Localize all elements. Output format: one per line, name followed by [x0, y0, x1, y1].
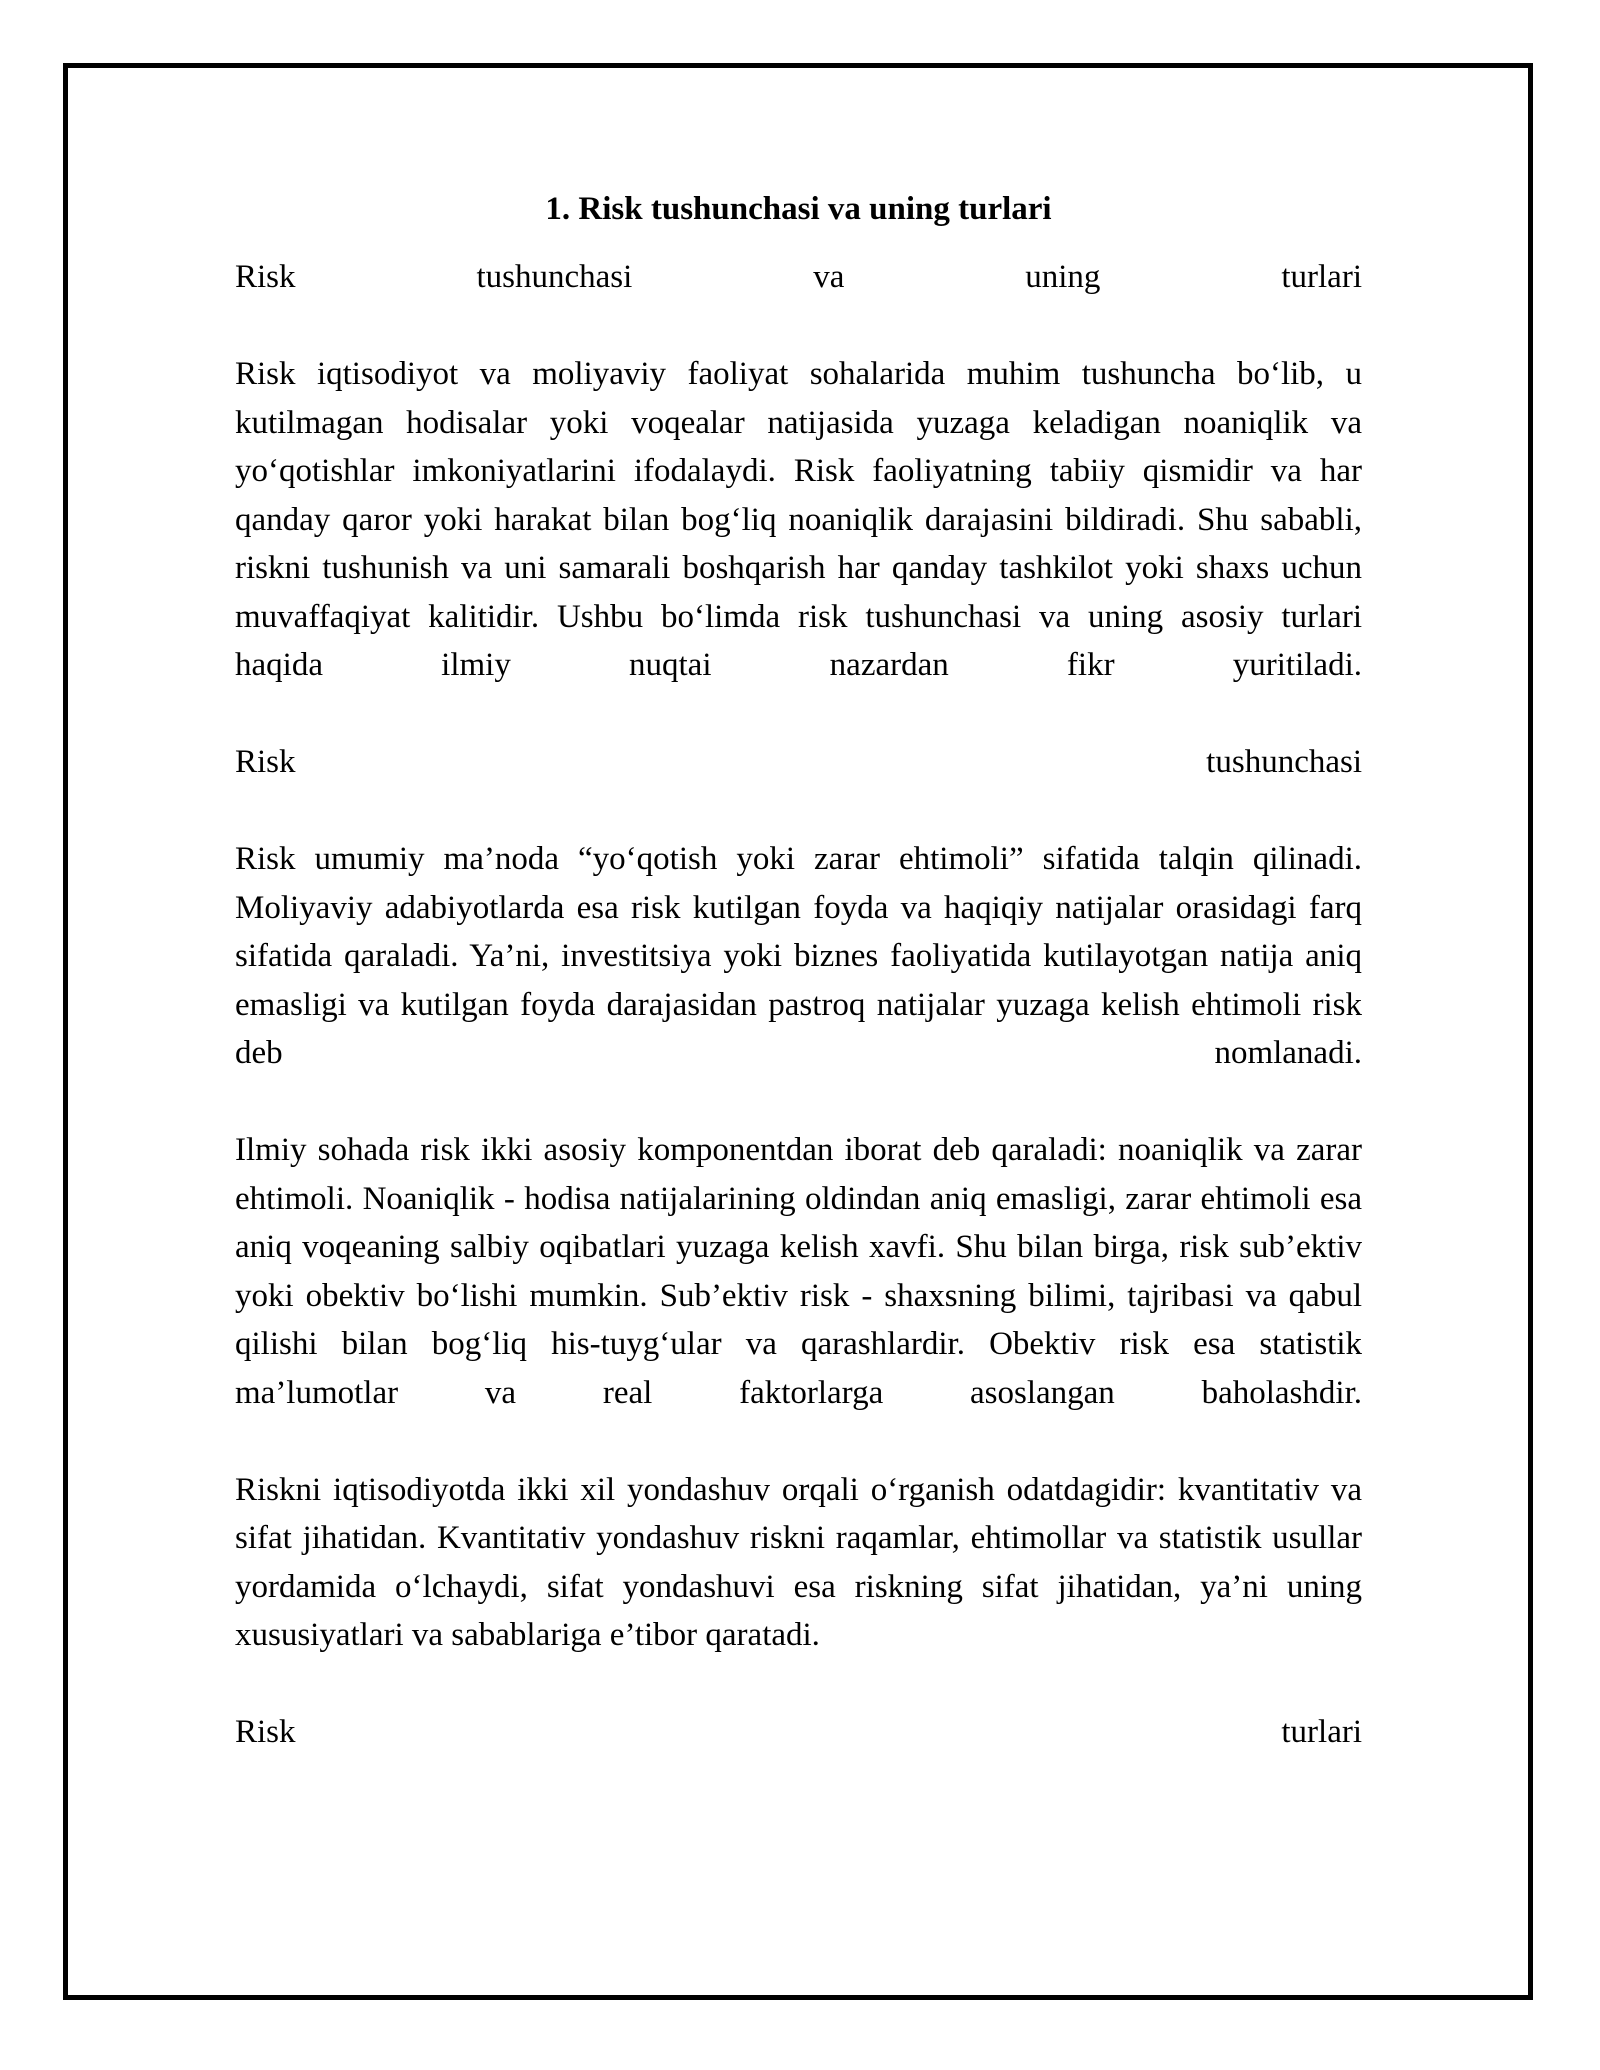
- section-heading-risk-tushunchasi-va-uning-turlari: Risk tushunchasi va uning turlari: [235, 259, 1362, 295]
- paragraph-introduction: Risk iqtisodiyot va moliyaviy faoliyat sohalarida muhim tushuncha bo‘lib, u kutilmagan hodisalar yoki voqealar natijasida yuzaga keladigan noaniqlik va yo‘qotishlar imkoniyatlarini ifodalaydi. Risk faoliyatning tabiiy qismidir va har qanday qaror yoki harakat bilan bog‘liq noaniqlik darajasini bildiradi. Shu sababli, riskni tushunish va uni samarali boshqarish har qanday tashkilot yoki shaxs uchun muvaffaqiyat kalitidir. Ushbu bo‘limda risk tushunchasi va uning asosiy turlari haqida ilmiy nuqtai nazardan fikr yuritiladi.: [235, 356, 1362, 683]
- paragraph-risk-definition: Risk umumiy ma’noda “yo‘qotish yoki zarar ehtimoli” sifatida talqin qilinadi. Moliyaviy adabiyotlarda esa risk kutilgan foyda va haqiqiy natijalar orasidagi farq sifatida qaraladi. Ya’ni, investitsiya yoki biznes faoliyatida kutilayotgan natija aniq emasligi va kutilgan foyda darajasidan pastroq natijalar yuzaga kelish ehtimoli risk deb nomlanadi.: [235, 841, 1362, 1071]
- document-body: [235, 175, 1362, 1805]
- section-heading-risk-tushunchasi: Risk tushunchasi: [235, 744, 1362, 780]
- page-title: 1. Risk tushunchasi va uning turlari: [545, 191, 1052, 227]
- section-heading-risk-turlari: Risk turlari: [235, 1714, 1362, 1750]
- paragraph-risk-components: Ilmiy sohada risk ikki asosiy komponentdan iborat deb qaraladi: noaniqlik va zarar ehtimoli. Noaniqlik - hodisa natijalarining oldindan aniq emasligi, zarar ehtimoli esa aniq voqeaning salbiy oqibatlari yuzaga kelish xavfi. Shu bilan birga, risk sub’ektiv yoki obektiv bo‘lishi mumkin. Sub’ektiv risk - shaxsning bilimi, tajribasi va qabul qilishi bilan bog‘liq his-tuyg‘ular va qarashlardir. Obektiv risk esa statistik ma’lumotlar va real faktorlarga asoslangan baholashdir.: [235, 1132, 1362, 1411]
- paragraph-risk-approaches: Riskni iqtisodiyotda ikki xil yondashuv orqali o‘rganish odatdagidir: kvantitativ va sifat jihatidan. Kvantitativ yondashuv riskni raqamlar, ehtimollar va statistik usullar yordamida o‘lchaydi, sifat yondashuvi esa riskning sifat jihatidan, ya’ni uning xususiyatlari va sabablariga e’tibor qaratadi.: [235, 1471, 1362, 1653]
